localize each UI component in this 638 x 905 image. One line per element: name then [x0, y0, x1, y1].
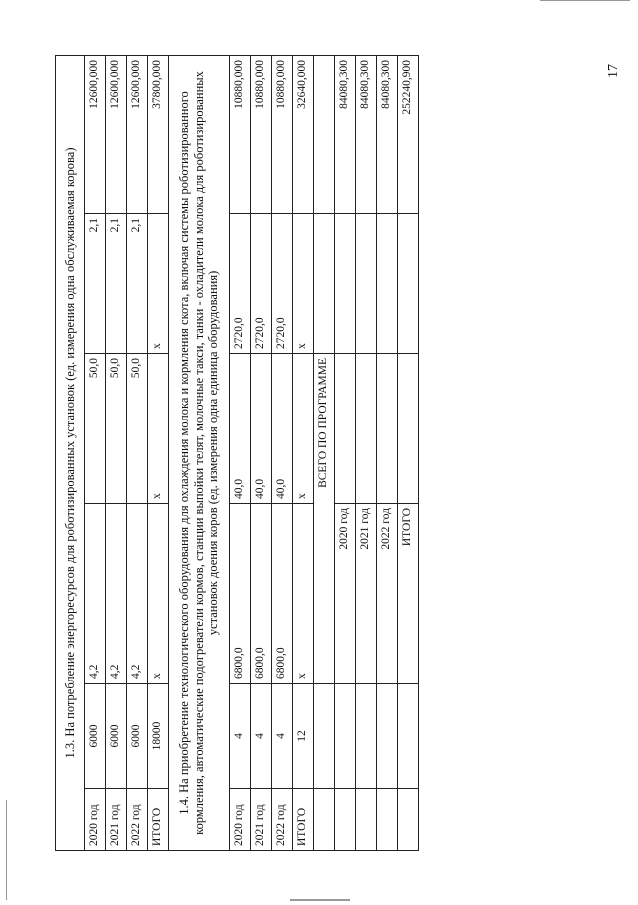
- table-cell: 6800,0: [230, 504, 251, 684]
- table-cell: 12600,000: [127, 55, 148, 213]
- table-cell: 37800,000: [148, 55, 169, 213]
- row-label: 2020 год: [230, 789, 251, 851]
- table-cell: 40,0: [272, 354, 293, 504]
- empty-cell: [356, 214, 377, 354]
- grand-total-title: ВСЕГО ПО ПРОГРАММЕ: [314, 354, 335, 684]
- empty-cell: [398, 354, 419, 504]
- row-label: ИТОГО: [148, 789, 169, 851]
- table-cell: x: [148, 504, 169, 684]
- section-header-row: [169, 55, 230, 850]
- grand-total-row: [398, 55, 419, 850]
- table-row: [85, 55, 106, 850]
- empty-cell: [356, 684, 377, 789]
- grand-total-row: [377, 55, 398, 850]
- table-cell: 12: [293, 684, 314, 789]
- row-label: 2022 год: [272, 789, 293, 851]
- grand-total-label: ИТОГО: [398, 504, 419, 684]
- table-cell: 18000: [148, 684, 169, 789]
- table-cell: 32640,000: [293, 55, 314, 213]
- table-cell: 50,0: [85, 354, 106, 504]
- table-row-total: [148, 55, 169, 850]
- section-header-row: [56, 55, 85, 850]
- table-cell: 4,2: [85, 504, 106, 684]
- row-label: 2022 год: [127, 789, 148, 851]
- page-number: 17: [606, 64, 621, 78]
- empty-cell: [314, 55, 335, 213]
- empty-cell: [377, 214, 398, 354]
- grand-total-label: 2021 год: [356, 504, 377, 684]
- table-cell: 2,1: [106, 214, 127, 354]
- empty-cell: [335, 684, 356, 789]
- grand-total-row: [335, 55, 356, 850]
- table-cell: 10880,000: [230, 55, 251, 213]
- table-cell: 50,0: [127, 354, 148, 504]
- budget-table: [55, 55, 419, 851]
- empty-cell: [398, 684, 419, 789]
- table-cell: 2720,0: [230, 214, 251, 354]
- table-row: [230, 55, 251, 850]
- table-cell: 6000: [106, 684, 127, 789]
- table-cell: 10880,000: [272, 55, 293, 213]
- table-cell: x: [293, 504, 314, 684]
- table-row: [272, 55, 293, 850]
- grand-total-label: 2022 год: [377, 504, 398, 684]
- table-cell: 6800,0: [251, 504, 272, 684]
- grand-total-value: 252240,900: [398, 55, 419, 213]
- table-cell: 4,2: [127, 504, 148, 684]
- empty-cell: [335, 214, 356, 354]
- row-label: 2020 год: [85, 789, 106, 851]
- table-cell: 50,0: [106, 354, 127, 504]
- grand-total-value: 84080,300: [356, 55, 377, 213]
- table-cell: 40,0: [230, 354, 251, 504]
- empty-cell: [314, 214, 335, 354]
- table-cell: 6000: [85, 684, 106, 789]
- empty-cell: [314, 789, 335, 851]
- row-label: 2021 год: [251, 789, 272, 851]
- scan-artifact-top: [540, 0, 630, 1]
- table-cell: 4: [230, 684, 251, 789]
- table-row: [251, 55, 272, 850]
- empty-cell: [377, 789, 398, 851]
- table-cell: 4: [251, 684, 272, 789]
- table-cell: 4,2: [106, 504, 127, 684]
- empty-cell: [356, 789, 377, 851]
- rotated-table-page: [55, 56, 415, 851]
- empty-cell: [398, 789, 419, 851]
- section-title: 1.3. На потребление энергоресурсов для роботизированных установок (ед. измерения одна обслуживаемая корова): [56, 55, 85, 850]
- table-cell: 40,0: [251, 354, 272, 504]
- table-cell: 2720,0: [272, 214, 293, 354]
- grand-total-row: [356, 55, 377, 850]
- empty-cell: [335, 789, 356, 851]
- empty-cell: [377, 354, 398, 504]
- table-cell: 4: [272, 684, 293, 789]
- table-cell: x: [148, 214, 169, 354]
- table-cell: 6000: [127, 684, 148, 789]
- empty-cell: [398, 214, 419, 354]
- table-row: [127, 55, 148, 850]
- grand-total-header-row: [314, 55, 335, 850]
- table-cell: 2720,0: [251, 214, 272, 354]
- table-cell: 12600,000: [85, 55, 106, 213]
- section-title: 1.4. На приобретение технологического оборудования для охлаждения молока и кормления скота, включая системы роботизированного кормления, автоматические подогреватели кормов, станции выпойки телят, молочные такси, танки - охладители молока для роботизированных установок доения коров (ед. измерения одна единица оборудования): [169, 55, 230, 850]
- empty-cell: [335, 354, 356, 504]
- table-cell: 10880,000: [251, 55, 272, 213]
- table-cell: 6800,0: [272, 504, 293, 684]
- grand-total-label: 2020 год: [335, 504, 356, 684]
- empty-cell: [314, 684, 335, 789]
- empty-cell: [356, 354, 377, 504]
- scan-artifact-bottom: [290, 899, 350, 901]
- grand-total-value: 84080,300: [335, 55, 356, 213]
- row-label: ИТОГО: [293, 789, 314, 851]
- table-cell: x: [293, 354, 314, 504]
- table-cell: 12600,000: [106, 55, 127, 213]
- scan-artifact-left: [6, 800, 7, 900]
- table-cell: 2,1: [85, 214, 106, 354]
- empty-cell: [377, 684, 398, 789]
- table-row-total: [293, 55, 314, 850]
- table-cell: x: [293, 214, 314, 354]
- table-cell: 2,1: [127, 214, 148, 354]
- table-cell: x: [148, 354, 169, 504]
- row-label: 2021 год: [106, 789, 127, 851]
- grand-total-value: 84080,300: [377, 55, 398, 213]
- table-row: [106, 55, 127, 850]
